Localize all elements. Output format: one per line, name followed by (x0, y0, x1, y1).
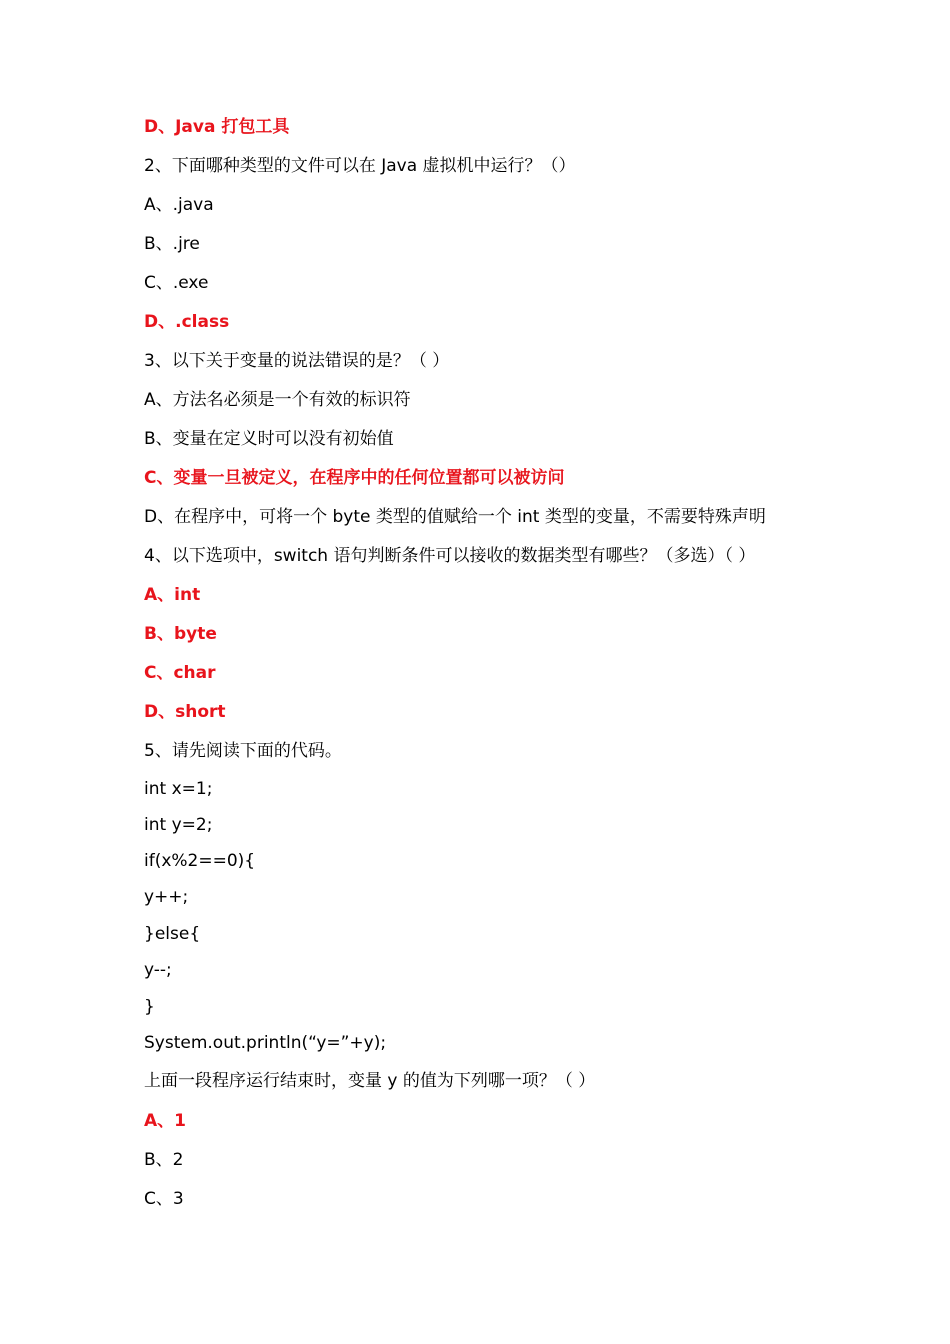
code-line: int x=1; (144, 779, 213, 799)
code-line: y++; (144, 887, 189, 907)
q4-option-c-answer: C、char (144, 663, 216, 683)
question-4: 4、以下选项中，switch 语句判断条件可以接收的数据类型有哪些？（多选）（ ） (144, 546, 756, 566)
q5-option-c: C、3 (144, 1189, 184, 1209)
q4-option-d-answer: D、short (144, 702, 226, 722)
q3-option-c-answer: C、变量一旦被定义，在程序中的任何位置都可以被访问 (144, 468, 565, 488)
q2-option-a: A、.java (144, 195, 214, 215)
code-line: int y=2; (144, 815, 213, 835)
q3-option-b: B、变量在定义时可以没有初始值 (144, 429, 394, 449)
question-3: 3、以下关于变量的说法错误的是？（ ） (144, 351, 450, 371)
q5-option-a-answer: A、1 (144, 1111, 186, 1131)
code-line: y--; (144, 960, 172, 980)
q2-option-c: C、.exe (144, 273, 209, 293)
q2-option-b: B、.jre (144, 234, 200, 254)
question-5-prompt: 上面一段程序运行结束时，变量 y 的值为下列哪一项？（ ） (144, 1071, 596, 1091)
q4-option-b-answer: B、byte (144, 624, 217, 644)
code-line: } (144, 997, 155, 1017)
code-line: }else{ (144, 924, 201, 944)
question-2: 2、下面哪种类型的文件可以在 Java 虚拟机中运行？（） (144, 156, 576, 176)
q4-option-a-answer: A、int (144, 585, 201, 605)
question-5: 5、请先阅读下面的代码。 (144, 741, 342, 761)
q1-option-d-answer: D、Java 打包工具 (144, 117, 290, 137)
q2-option-d-answer: D、.class (144, 312, 230, 332)
q3-option-d: D、在程序中，可将一个 byte 类型的值赋给一个 int 类型的变量，不需要特殊声明 (144, 507, 766, 527)
q3-option-a: A、方法名必须是一个有效的标识符 (144, 390, 411, 410)
code-line: if(x%2==0){ (144, 851, 256, 871)
code-line: System.out.println(“y=”+y); (144, 1033, 387, 1053)
q5-option-b: B、2 (144, 1150, 184, 1170)
